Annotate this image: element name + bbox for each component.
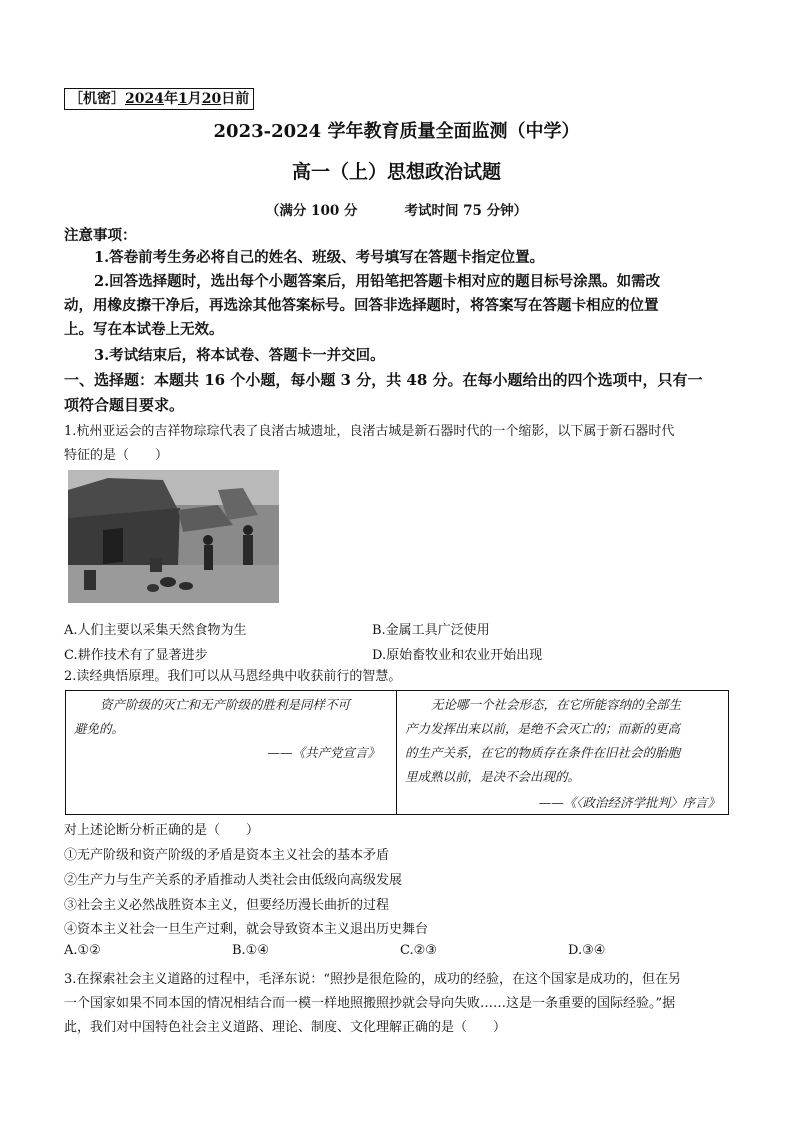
q2-statement-1: ①无产阶级和资产阶级的矛盾是资本主义社会的基本矛盾 [64,848,390,863]
deadline-month: 1 [177,91,188,107]
full-score: （满分 100 分 [265,203,358,219]
notes-heading: 注意事项： [64,227,137,244]
q2-option-b: B.①④ [232,943,269,958]
q1-option-a: A.人们主要以采集天然食物为生 [64,623,247,638]
quote-right-line-4: 里成熟以前，是决不会出现的。 [405,769,581,784]
quote-right-line-2: 产力发挥出来以前，是绝不会灭亡的；而新的更高 [405,721,681,736]
quote-right-line-1: 无论哪一个社会形态，在它所能容纳的全部生 [431,697,682,712]
note-item-1: 1.答卷前考生务必将自己的姓名、班级、考号填写在答题卡指定位置。 [94,249,545,266]
q2-statement-2: ②生产力与生产关系的矛盾推动人类社会由低级向高级发展 [64,873,403,888]
exam-time: 考试时间 75 分钟） [404,203,528,219]
quote-cell-right [397,691,728,814]
year-unit: 年 [163,91,178,107]
question-3-line-3: 此，我们对中国特色社会主义道路、理论、制度、文化理解正确的是（ ） [64,1020,507,1035]
section-heading-line-1: 一、选择题：本题共 16 个小题，每小题 3 分，共 48 分。在每小题给出的四个选项中，只有一 [64,371,703,389]
question-1-line-1: 1.杭州亚运会的吉祥物琮琮代表了良渚古城遗址，良渚古城是新石器时代的一个缩影，以下属于新石器时代 [64,424,675,439]
quote-left-source: ——《共产党宣言》 [267,745,380,760]
quote-left-line-1: 资产阶级的灭亡和无产阶级的胜利是同样不可 [100,697,351,712]
confidential-label: ［机密］ [69,91,125,107]
confidential-tag [64,88,254,110]
exam-meta [0,199,793,219]
section-heading-line-2: 项符合题目要求。 [64,396,185,414]
q2-option-d: D.③④ [568,943,606,958]
q2-option-c: C.②③ [400,943,437,958]
q1-option-b: B.金属工具广泛使用 [372,623,490,638]
question-1-stem [64,420,732,468]
exam-subtitle: 高一（上）思想政治试题 [291,161,501,183]
day-unit: 日前 [221,91,250,107]
q1-option-d: D.原始畜牧业和农业开始出现 [372,648,543,663]
deadline-day: 20 [201,91,222,107]
question-3-line-1: 3.在探索社会主义道路的过程中，毛泽东说：“照抄是很危险的，成功的经验，在这个国家是成功的，但在另 [64,972,682,987]
quote-right-line-3: 的生产关系，在它的物质存在条件在旧社会的胎胞 [405,745,681,760]
section-heading [64,368,732,418]
classic-quotes-table [65,690,729,815]
question-1-line-2: 特征的是（ ） [64,448,169,463]
question-2-stem: 2.读经典悟原理。我们可以从马恩经典中收获前行的智慧。 [64,669,402,684]
note-item-2-line-3: 上。写在本试卷上无效。 [64,321,224,338]
question-3-line-2: 一个国家如果不同本国的情况相结合而一模一样地照搬照抄就会导向失败……这是一条重要的国际经验。”据 [64,996,676,1011]
q1-option-c: C.耕作技术有了显著进步 [64,648,208,663]
question-3-stem [64,968,734,1040]
quote-right-source: ——《〈政治经济学批判〉序言》 [538,795,720,810]
quote-left-line-2: 避免的。 [74,721,125,736]
note-item-2-line-2: 动，用橡皮擦干净后，再选涂其他答案标号。回答非选择题时，将答案写在答题卡相应的位置 [64,297,659,314]
quote-cell-left [66,691,397,814]
note-item-2 [64,270,732,342]
q2-option-a: A.①② [64,943,101,958]
month-unit: 月 [187,91,202,107]
question-2-ask: 对上述论断分析正确的是（ ） [64,823,260,838]
note-item-3: 3.考试结束后，将本试卷、答题卡一并交回。 [94,347,385,364]
neolithic-village-illustration [68,470,279,603]
q2-statement-4: ④资本主义社会一旦生产过剩，就会导致资本主义退出历史舞台 [64,922,429,937]
note-item-2-line-1: 2.回答选择题时，选出每个小题答案后，用铅笔把答题卡相对应的题目标号涂黑。如需改 [94,273,661,290]
neolithic-village-photo [68,470,279,603]
deadline-year: 2024 [125,91,164,107]
exam-title: 2023-2024 学年教育质量全面监测（中学） [213,121,580,142]
q2-statement-3: ③社会主义必然战胜资本主义，但要经历漫长曲折的过程 [64,898,390,913]
